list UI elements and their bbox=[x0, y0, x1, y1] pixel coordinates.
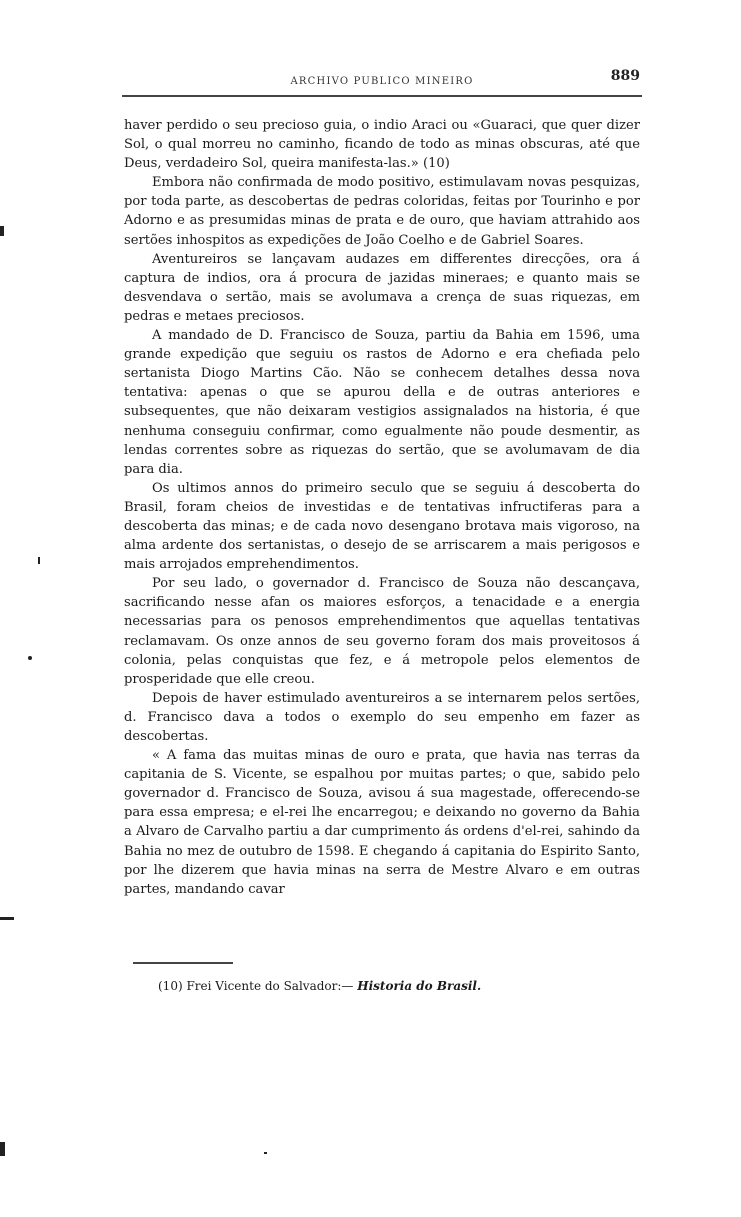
scan-mark bbox=[0, 226, 4, 236]
footnote-marker: (10) bbox=[158, 979, 183, 993]
paragraph-4: A mandado de D. Francisco de Souza, partiu da Bahia em 1596, uma grande expedição que seguiu os rastos de Adorno e era chefiada pelo sertanista Diogo Martins Cão. Não se conhecem detalhes dessa nova tentativa: apenas o que se apurou della e de outras anteriores e subsequentes, que não deixaram vestigios assignalados na historia, é que nenhuma conseguiu confirmar, como egualmente não poude desmentir, as lendas correntes sobre as riquezas do sertão, que se avolumavam de dia para dia. bbox=[124, 328, 640, 477]
paragraph-3: Aventureiros se lançavam audazes em differentes direcções, ora á captura de indios, ora á procura de jazidas mineraes; e quanto mais se desvendava o sertão, mais se avolumava a crença de suas riquezas, em pedras e metaes preciosos. bbox=[124, 251, 640, 324]
page-number: 889 bbox=[610, 68, 640, 84]
running-title: ARCHIVO PUBLICO MINEIRO bbox=[290, 76, 474, 87]
footnote-source: Historia do Brasil. bbox=[357, 979, 482, 993]
page-header bbox=[122, 66, 642, 90]
paragraph-8: « A fama das muitas minas de ouro e prata, que havia nas terras da capitania de S. Vicente, se espalhou por muitas partes; o que, sabido pelo governador d. Francisco de Souza, avisou á sua magestade, offerecendo-se para essa empresa; e el-rei lhe encarregou; e deixando no governo da Bahia a Alvaro de Carvalho partiu a dar cumprimento ás ordens d'el-rei, sahindo da Bahia no mez de outubro de 1598. E chegando á capitania do Espirito Santo, por lhe dizerem que havia minas na serra de Mestre Alvaro e em outras partes, mandando cavar bbox=[124, 748, 640, 897]
paragraph-6: Por seu lado, o governador d. Francisco de Souza não descançava, sacrificando nesse afan os maiores esforços, a tenacidade e a energia necessarias para os penosos emprehendimentos que aquellas tentativas reclamavam. Os onze annos de seu governo foram dos mais proveitosos á colonia, pelas conquistas que fez, e á metropole pelos elementos de prosperidade que elle creou. bbox=[124, 576, 640, 687]
footnote bbox=[158, 978, 638, 994]
body-text bbox=[124, 116, 640, 899]
paragraph-7: Depois de haver estimulado aventureiros a se internarem pelos sertões, d. Francisco dava a todos o exemplo do seu empenho em fazer as descobertas. bbox=[124, 690, 640, 744]
scan-mark bbox=[28, 656, 32, 660]
scan-mark bbox=[0, 1142, 5, 1156]
scan-mark bbox=[38, 557, 40, 564]
paragraph-5: Os ultimos annos do primeiro seculo que se seguiu á descoberta do Brasil, foram cheios de investidas e de tentativas infructiferas para a descoberta das minas; e de cada novo desengano brotava mais vigoroso, na alma ardente dos sertanistas, o desejo de se arriscarem a mais perigosos e mais arrojados emprehendimentos. bbox=[124, 480, 640, 573]
footnote-rule bbox=[133, 962, 233, 964]
footnote-author: Frei Vicente do Salvador:— bbox=[186, 979, 354, 993]
scan-mark bbox=[264, 1152, 267, 1154]
scan-mark bbox=[0, 917, 14, 920]
paragraph-1: haver perdido o seu precioso guia, o indio Araci ou «Guaraci, que quer dizer Sol, o qual morreu no caminho, ficando de todo as minas obscuras, até que Deus, verdadeiro Sol, queira manifesta-las.» (10) bbox=[124, 118, 640, 172]
paragraph-2: Embora não confirmada de modo positivo, estimulavam novas pesquizas, por toda parte, as descobertas de pedras coloridas, feitas por Tourinho e por Adorno e as presumidas minas de prata e de ouro, que haviam attrahido aos sertões inhospitos as expedições de João Coelho e de Gabriel Soares. bbox=[124, 175, 640, 248]
header-rule bbox=[122, 95, 642, 97]
